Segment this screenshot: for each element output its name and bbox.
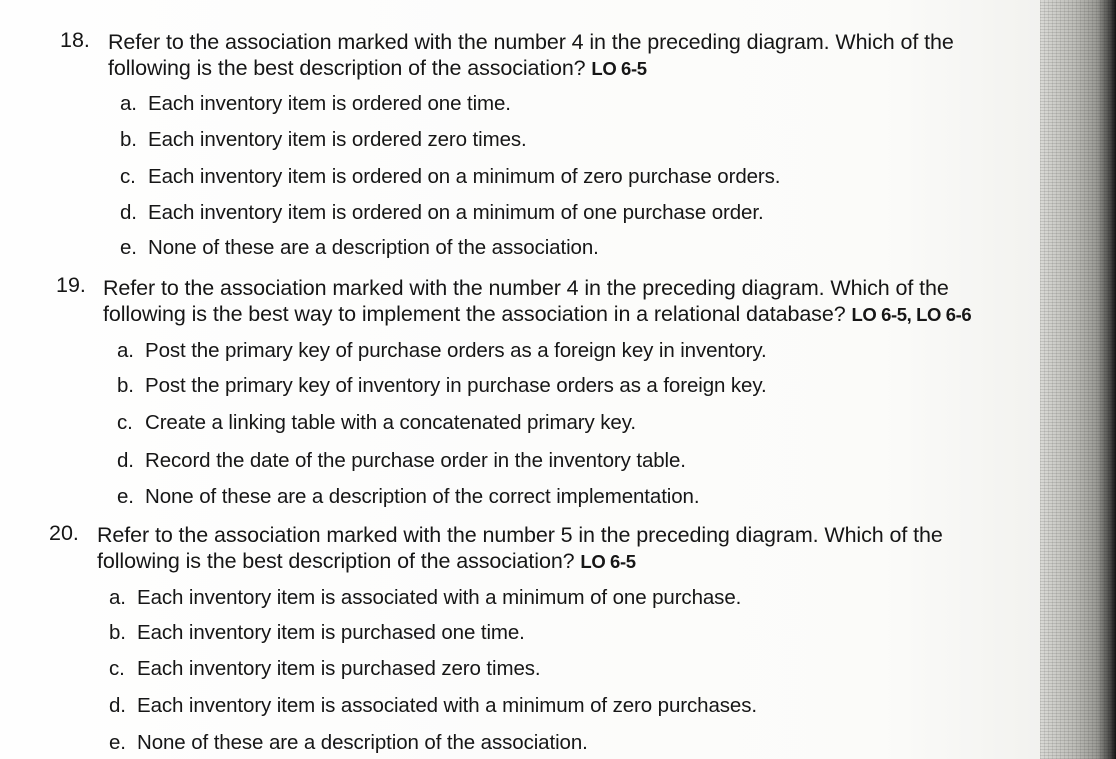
option-c[interactable] (117, 411, 636, 435)
option-letter: b. (120, 128, 137, 151)
option-e[interactable] (117, 485, 699, 509)
option-text: Each inventory item is associated with a minimum of zero purchases. (137, 694, 757, 717)
page-edge-shadow (1040, 0, 1116, 759)
learning-objective: LO 6-5 (591, 58, 647, 79)
option-b[interactable] (109, 621, 525, 645)
question-stem-text: following is the best description of the association? (97, 549, 575, 573)
option-text: Each inventory item is ordered one time. (148, 92, 511, 115)
option-a[interactable] (117, 339, 767, 363)
option-letter: a. (120, 92, 137, 115)
option-d[interactable] (117, 449, 686, 473)
question-stem-text: following is the best way to implement the association in a relational database? (103, 302, 846, 326)
option-text: Record the date of the purchase order in the inventory table. (145, 449, 686, 472)
option-e[interactable] (120, 236, 599, 260)
option-letter: e. (120, 236, 137, 259)
option-a[interactable] (120, 92, 511, 116)
question-number: 18. (60, 28, 90, 52)
question-stem-line-2 (108, 56, 647, 81)
option-b[interactable] (120, 128, 527, 152)
question-stem-line-1: Refer to the association marked with the number 4 in the preceding diagram. Which of the (103, 276, 949, 300)
option-letter: e. (117, 485, 134, 508)
option-letter: b. (117, 374, 134, 397)
option-text: None of these are a description of the correct implementation. (145, 485, 700, 508)
option-text: None of these are a description of the association. (148, 236, 599, 259)
option-letter: d. (109, 694, 126, 717)
question-number: 20. (49, 521, 79, 545)
option-text: Create a linking table with a concatenated primary key. (145, 411, 636, 434)
option-c[interactable] (109, 657, 541, 681)
question-stem-line-1: Refer to the association marked with the number 4 in the preceding diagram. Which of the (108, 30, 954, 54)
option-d[interactable] (120, 201, 764, 225)
option-d[interactable] (109, 694, 757, 718)
option-text: Each inventory item is purchased zero times. (137, 657, 541, 680)
option-text: Each inventory item is ordered zero times. (148, 128, 527, 151)
option-letter: d. (117, 449, 134, 472)
option-text: None of these are a description of the association. (137, 731, 588, 754)
option-letter: b. (109, 621, 126, 644)
option-b[interactable] (117, 374, 767, 398)
question-number: 19. (56, 273, 86, 297)
question-stem-line-2 (97, 549, 636, 574)
option-letter: a. (117, 339, 134, 362)
option-letter: e. (109, 731, 126, 754)
question-stem-line-2 (103, 302, 971, 327)
option-c[interactable] (120, 165, 780, 189)
option-text: Each inventory item is ordered on a minimum of one purchase order. (148, 201, 764, 224)
option-letter: c. (109, 657, 125, 680)
option-text: Each inventory item is purchased one time. (137, 621, 525, 644)
learning-objective: LO 6-5 (580, 551, 636, 572)
learning-objective: LO 6-5, LO 6-6 (851, 304, 972, 325)
option-text: Each inventory item is associated with a minimum of one purchase. (137, 586, 742, 609)
option-e[interactable] (109, 731, 588, 755)
option-a[interactable] (109, 586, 741, 610)
option-letter: c. (120, 165, 136, 188)
option-letter: c. (117, 411, 133, 434)
option-text: Post the primary key of inventory in purchase orders as a foreign key. (145, 374, 767, 397)
option-text: Each inventory item is ordered on a minimum of zero purchase orders. (148, 165, 781, 188)
question-stem-line-1: Refer to the association marked with the number 5 in the preceding diagram. Which of the (97, 523, 943, 547)
option-text: Post the primary key of purchase orders as a foreign key in inventory. (145, 339, 767, 362)
option-letter: a. (109, 586, 126, 609)
option-letter: d. (120, 201, 137, 224)
question-stem-text: following is the best description of the association? (108, 56, 586, 80)
